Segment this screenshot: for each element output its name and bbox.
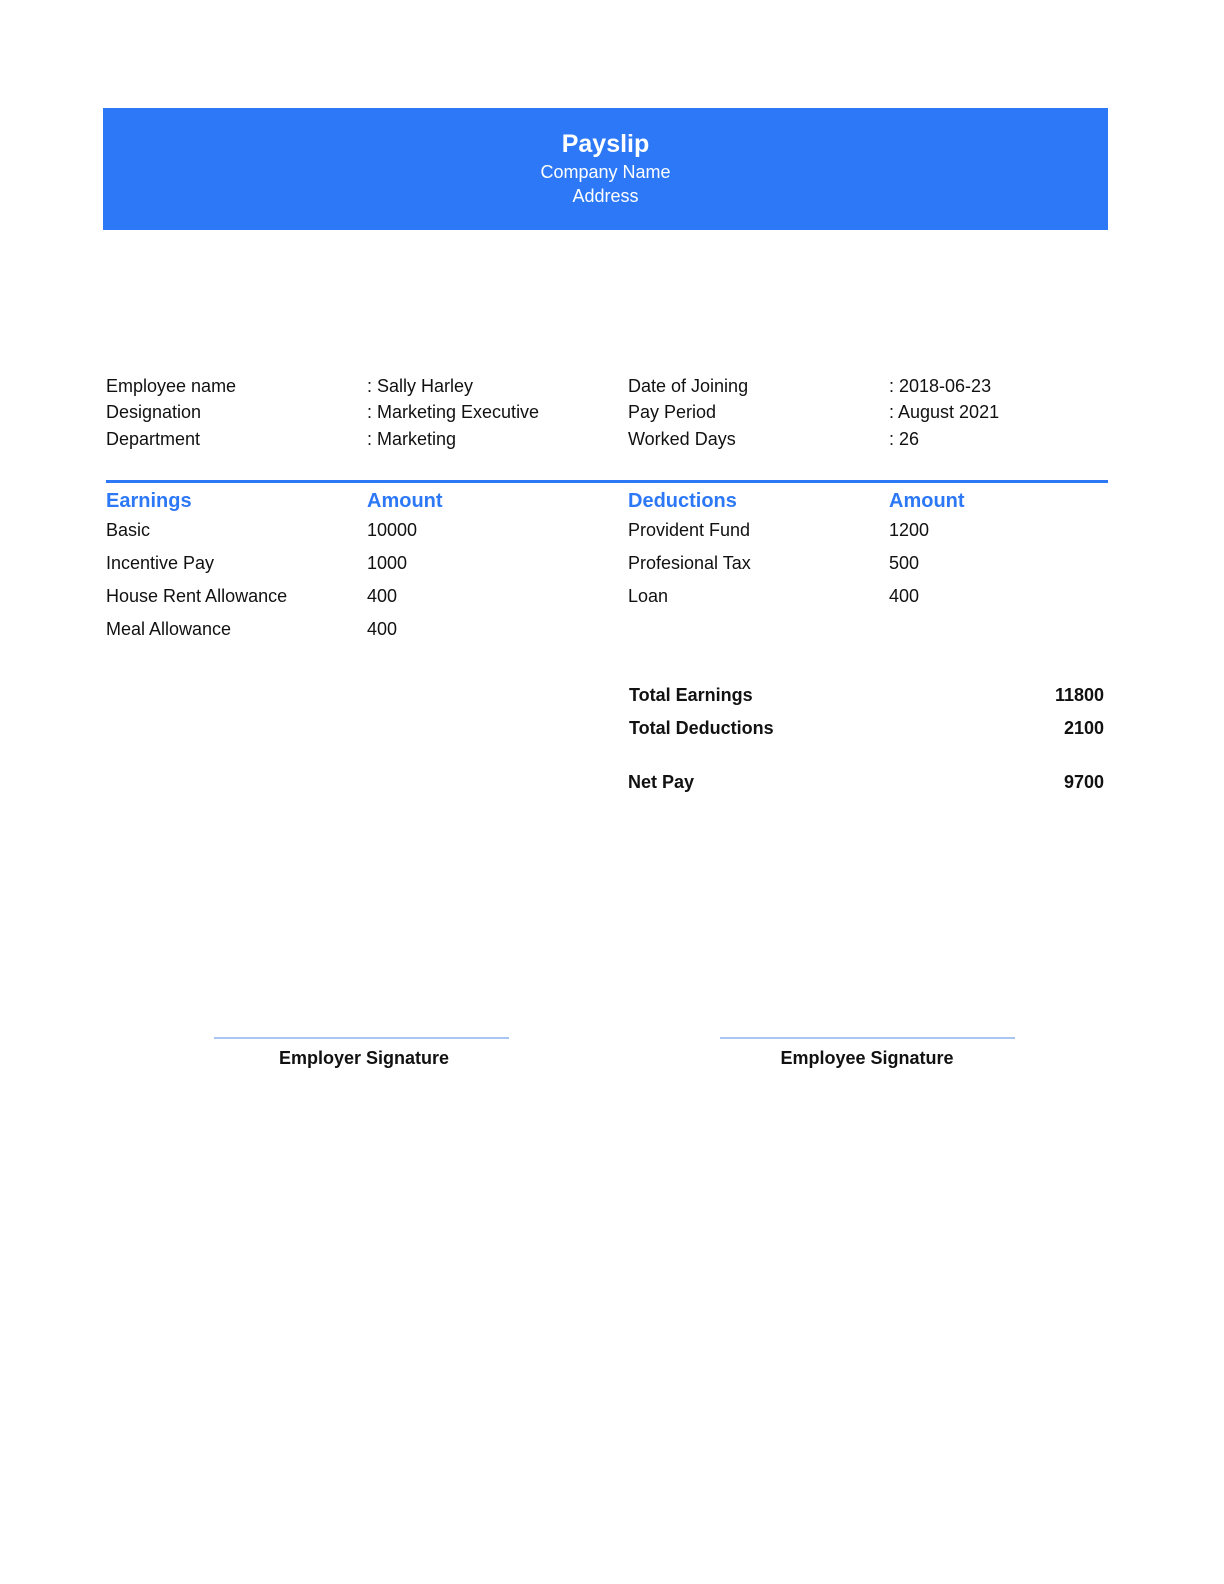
deduction-amount: 400: [889, 586, 920, 606]
total-deductions-label: Total Deductions: [629, 718, 774, 738]
deductions-amount-heading: Amount: [889, 490, 965, 512]
deduction-amount: 500: [889, 553, 920, 573]
company-address: Address: [572, 186, 639, 206]
earnings-heading: Earnings: [106, 490, 192, 512]
payslip-header: [103, 108, 1108, 230]
worked-days-value: : 26: [889, 429, 920, 449]
net-pay-label: Net Pay: [628, 772, 695, 792]
payslip-title: Payslip: [561, 130, 650, 158]
pay-period-value: : August 2021: [889, 402, 1000, 422]
deduction-label: Provident Fund: [628, 520, 751, 540]
earning-amount: 10000: [367, 520, 418, 540]
deduction-amount: 1200: [889, 520, 930, 540]
company-name: Company Name: [540, 162, 671, 182]
total-earnings-value: 11800: [1054, 685, 1104, 705]
date-of-joining-value: : 2018-06-23: [889, 376, 992, 396]
date-of-joining-label: Date of Joining: [628, 376, 749, 396]
net-pay-value: 9700: [1063, 772, 1104, 792]
total-earnings-label: Total Earnings: [629, 685, 753, 705]
earning-label: Basic: [106, 520, 151, 540]
deduction-label: Loan: [628, 586, 669, 606]
pay-period-label: Pay Period: [628, 402, 717, 422]
earnings-amount-heading: Amount: [367, 490, 443, 512]
earning-label: House Rent Allowance: [106, 586, 288, 606]
earning-amount: 1000: [367, 553, 408, 573]
deductions-heading: Deductions: [628, 490, 737, 512]
total-deductions-value: 2100: [1063, 718, 1104, 738]
earning-label: Incentive Pay: [106, 553, 215, 573]
earning-amount: 400: [367, 586, 398, 606]
worked-days-label: Worked Days: [628, 429, 736, 449]
employer-signature-line: [214, 1037, 509, 1039]
department-label: Department: [106, 429, 201, 449]
earning-amount: 400: [367, 619, 398, 639]
earning-label: Meal Allowance: [106, 619, 232, 639]
department-value: : Marketing: [367, 429, 457, 449]
employee-signature-label: Employee Signature: [780, 1048, 954, 1068]
designation-label: Designation: [106, 402, 202, 422]
employee-signature-line: [720, 1037, 1015, 1039]
deduction-label: Profesional Tax: [628, 553, 751, 573]
designation-value: : Marketing Executive: [367, 402, 540, 422]
employer-signature-label: Employer Signature: [278, 1048, 450, 1068]
employee-name-value: : Sally Harley: [367, 376, 474, 396]
employee-name-label: Employee name: [106, 376, 237, 396]
section-divider: [106, 480, 1108, 483]
